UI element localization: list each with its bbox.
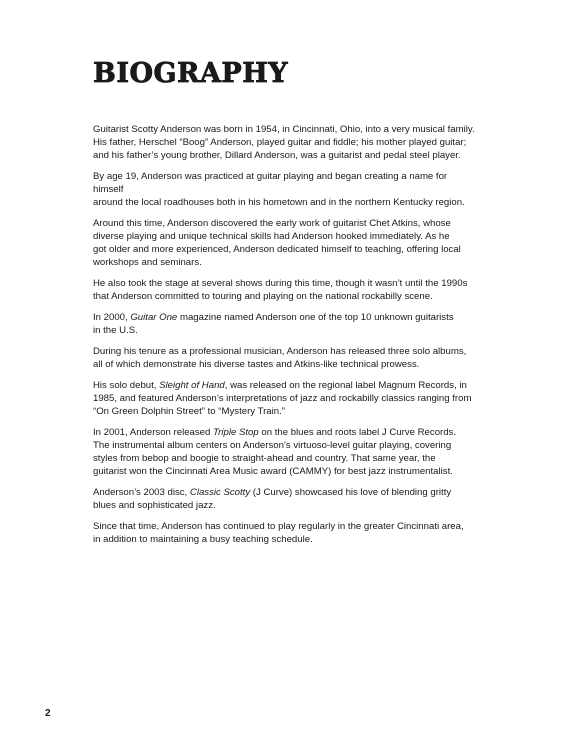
- paragraph-recent: Since that time, Anderson has continued to play regularly in the greater Cincinnati area, in addition to maintaining a busy teaching schedule.: [93, 521, 464, 545]
- paragraph-touring: He also took the stage at several shows during this time, though it wasn’t until the 1990s that Anderson committed to touring and playing on the national rockabilly scene.: [93, 278, 468, 302]
- biography-body: [93, 123, 475, 554]
- paragraph-classic-scotty: Anderson’s 2003 disc, Classic Scotty (J Curve) showcased his love of blending gritty blues and sophisticated jazz.: [93, 487, 452, 511]
- page-title: BIOGRAPHY: [93, 58, 289, 89]
- paragraph-chet-atkins: Around this time, Anderson discovered the early work of guitarist Chet Atkins, whose diverse playing and unique technical skills had Anderson hooked immediately. As he got older and more experienced, Anderson dedicated himself to teaching, offering local workshops and seminars.: [93, 218, 461, 268]
- paragraph-sleight-of-hand: His solo debut, Sleight of Hand, was released on the regional label Magnum Records, in 1985, and featured Anderson’s interpretations of jazz and rockabilly classics ranging from “On Green Dolphin Street” to “Mystery Train.”: [93, 380, 472, 417]
- paragraph-early-career: By age 19, Anderson was practiced at guitar playing and began creating a name for himself around the local roadhouses both in his hometown and in the northern Kentucky region.: [93, 171, 465, 208]
- paragraph-birth: Guitarist Scotty Anderson was born in 1954, in Cincinnati, Ohio, into a very musical family. His father, Herschel “Boog” Anderson, played guitar and fiddle; his mother played guitar; and his father’s young brother, Dillard Anderson, was a guitarist and pedal steel player.: [93, 124, 475, 161]
- page-number: 2: [45, 708, 51, 719]
- paragraph-solo-albums: During his tenure as a professional musician, Anderson has released three solo albums, all of which demonstrate his diverse tastes and Atkins-like technical prowess.: [93, 346, 467, 370]
- paragraph-guitar-one: In 2000, Guitar One magazine named Anderson one of the top 10 unknown guitarists in the U.S.: [93, 312, 454, 336]
- paragraph-triple-stop: In 2001, Anderson released Triple Stop on the blues and roots label J Curve Records. The instrumental album centers on Anderson’s virtuoso-level guitar playing, covering styles from bebop and boogie to straight-ahead and country. That same year, the guitarist won the Cincinnati Area Music award (CAMMY) for best jazz instrumentalist.: [93, 427, 457, 477]
